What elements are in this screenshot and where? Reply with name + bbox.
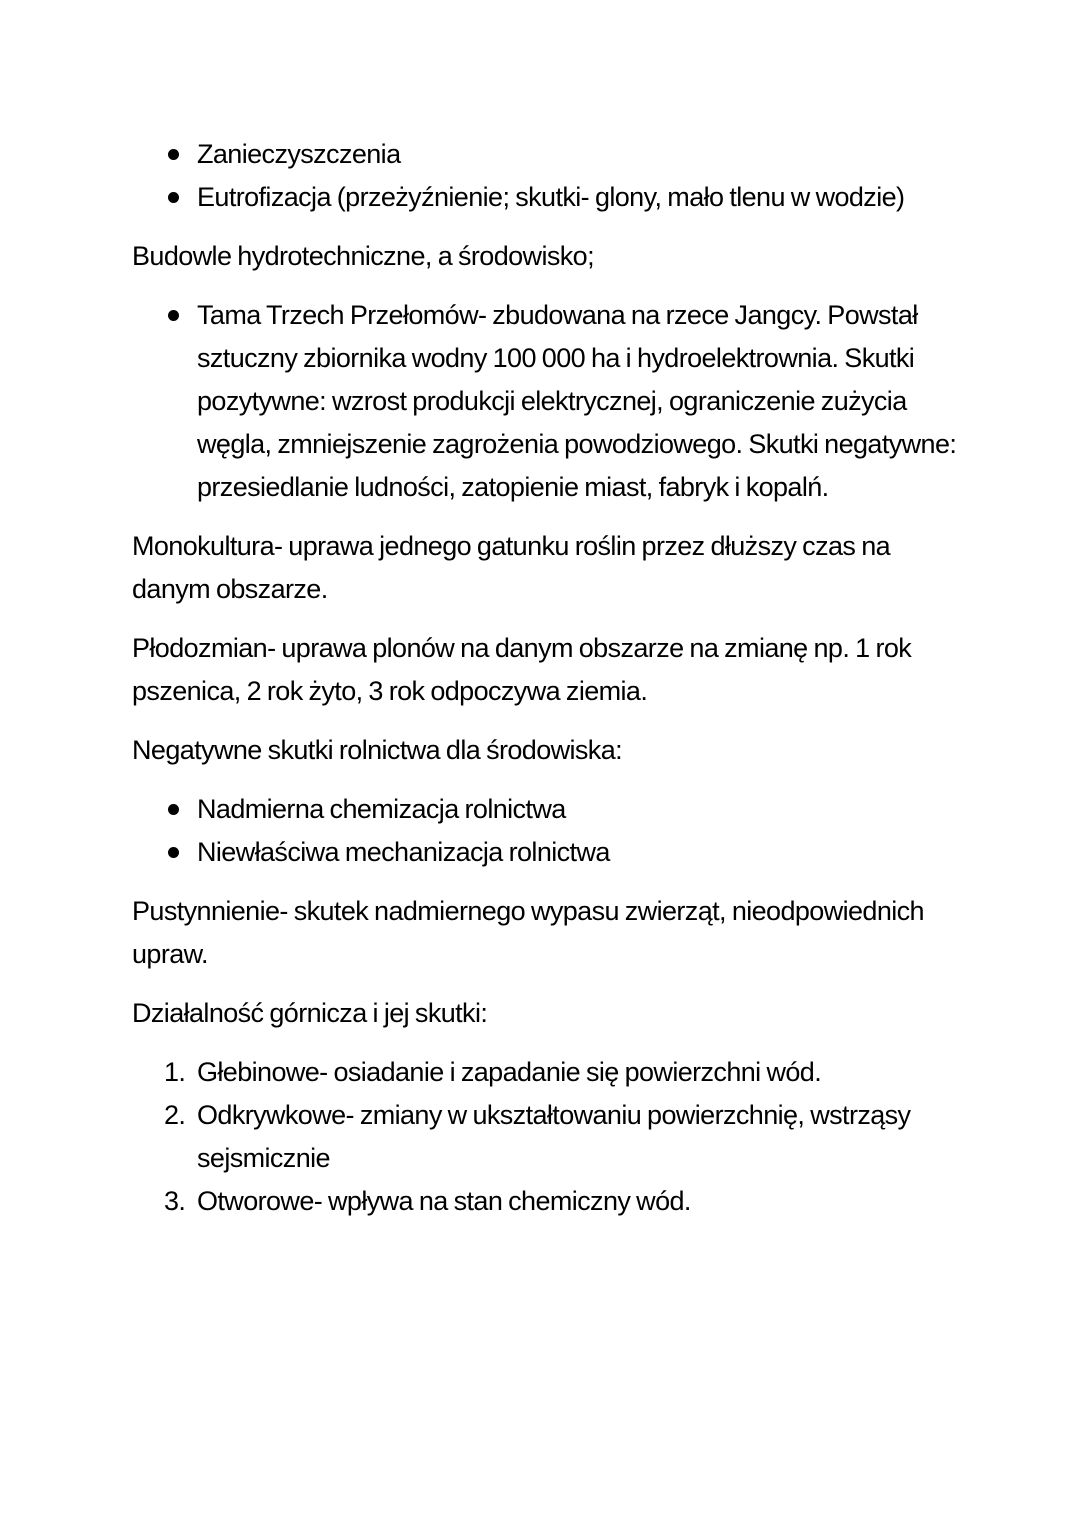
list-item: [132, 1051, 962, 1094]
bullet-icon: [168, 847, 179, 858]
mining-list: [132, 1051, 962, 1223]
paragraph-monokultura: Monokultura- uprawa jednego gatunku roślin przez dłuższy czas na danym obszarze.: [132, 531, 891, 604]
pollution-list: [132, 133, 962, 219]
list-item-text: Niewłaściwa mechanizacja rolnictwa: [197, 837, 610, 867]
list-item: [132, 133, 962, 176]
heading-agriculture: Negatywne skutki rolnictwa dla środowiska:: [132, 735, 623, 765]
list-item: [132, 294, 962, 509]
bullet-icon: [168, 310, 179, 321]
paragraph-plodozmian: Płodozmian- uprawa plonów na danym obszarze na zmianę np. 1 rok pszenica, 2 rok żyto, 3 rok odpoczywa ziemia.: [132, 633, 912, 706]
list-number: 2.: [164, 1100, 186, 1130]
list-item-text: Zanieczyszczenia: [197, 139, 401, 169]
bullet-icon: [168, 804, 179, 815]
list-item: [132, 176, 962, 219]
list-item-text: Głebinowe- osiadanie i zapadanie się powierzchni wód.: [197, 1057, 822, 1087]
hydro-list: [132, 294, 962, 509]
bullet-icon: [168, 149, 179, 160]
list-item: [132, 1094, 962, 1180]
list-item: [132, 831, 962, 874]
list-item-text: Eutrofizacja (przeżyźnienie; skutki- glony, mało tlenu w wodzie): [197, 182, 905, 212]
list-number: 3.: [164, 1186, 186, 1216]
list-item-text: Odkrywkowe- zmiany w ukształtowaniu powierzchnię, wstrząsy sejsmicznie: [197, 1100, 911, 1173]
list-item: [132, 1180, 962, 1223]
document-content: [132, 133, 962, 1239]
agriculture-list: [132, 788, 962, 874]
list-item-text: Nadmierna chemizacja rolnictwa: [197, 794, 566, 824]
list-item: [132, 788, 962, 831]
list-number: 1.: [164, 1057, 186, 1087]
list-item-text: Tama Trzech Przełomów- zbudowana na rzece Jangcy. Powstał sztuczny zbiornika wodny 100 000 ha i hydroelektrownia. Skutki pozytywne: wzrost produkcji elektrycznej, ograniczenie zużycia węgla, zmniejszenie zagrożenia powodziowego. Skutki negatywne: przesiedlanie ludności, zatopienie miast, fabryk i kopalń.: [197, 300, 957, 502]
paragraph-pustynnienie: Pustynnienie- skutek nadmiernego wypasu zwierząt, nieodpowiednich upraw.: [132, 896, 924, 969]
heading-hydrotechnical: Budowle hydrotechniczne, a środowisko;: [132, 241, 594, 271]
heading-mining: Działalność górnicza i jej skutki:: [132, 998, 488, 1028]
bullet-icon: [168, 192, 179, 203]
list-item-text: Otworowe- wpływa na stan chemiczny wód.: [197, 1186, 691, 1216]
